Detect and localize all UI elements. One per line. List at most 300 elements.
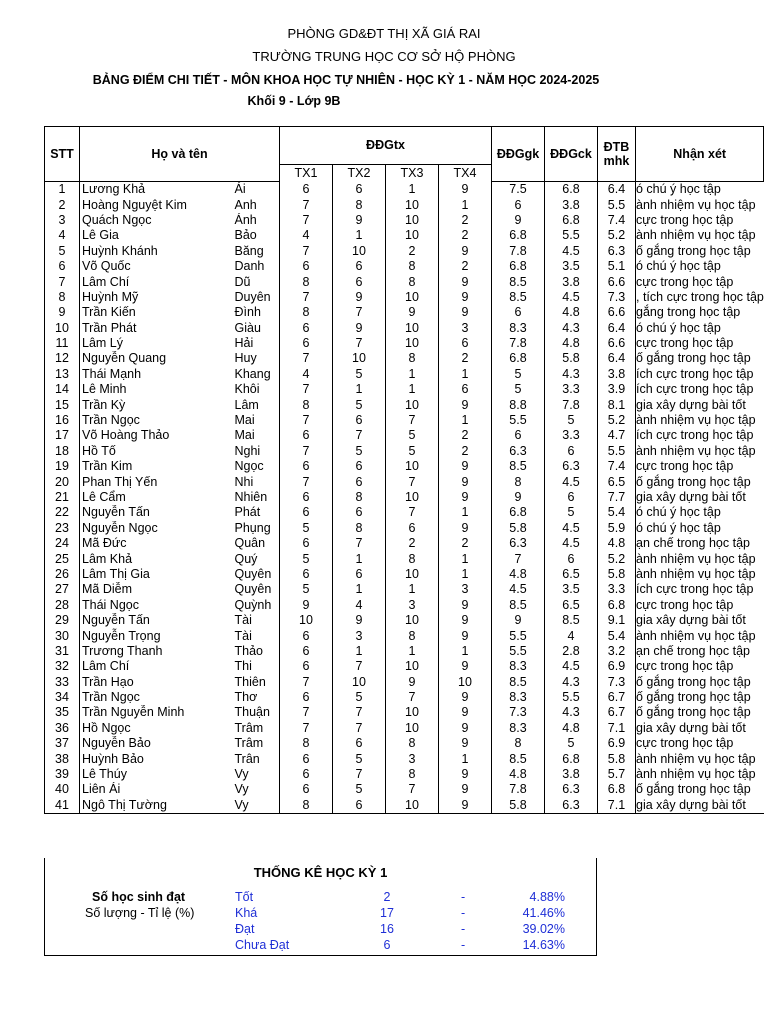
tx3-score: 10 bbox=[386, 798, 439, 814]
tx1-score: 7 bbox=[280, 474, 333, 489]
tx3-score: 8 bbox=[386, 736, 439, 751]
tx2-score: 7 bbox=[333, 705, 386, 720]
table-row bbox=[45, 798, 764, 814]
average-score: 7.3 bbox=[598, 675, 636, 690]
midterm-score: 7.3 bbox=[492, 705, 545, 720]
stats-title: THỐNG KÊ HỌC KỲ 1 bbox=[253, 865, 388, 880]
student-first-name: Phan Thị Yến bbox=[80, 474, 233, 489]
tx2-score: 5 bbox=[333, 751, 386, 766]
tx2-score: 6 bbox=[333, 259, 386, 274]
teacher-comment: ành nhiệm vụ học tập bbox=[636, 444, 764, 459]
stt-cell: 25 bbox=[45, 551, 80, 566]
average-score: 9.1 bbox=[598, 613, 636, 628]
average-score: 5.2 bbox=[598, 413, 636, 428]
midterm-score: 5.5 bbox=[492, 644, 545, 659]
stt-cell: 23 bbox=[45, 521, 80, 536]
table-row bbox=[45, 644, 764, 659]
student-first-name: Trần Kim bbox=[80, 459, 233, 474]
tx2-score: 8 bbox=[333, 490, 386, 505]
midterm-score: 8 bbox=[492, 736, 545, 751]
average-score: 7.1 bbox=[598, 798, 636, 814]
student-given-name: Tài bbox=[233, 628, 280, 643]
tx2-score: 9 bbox=[333, 213, 386, 228]
average-score: 8.1 bbox=[598, 397, 636, 412]
header-ddgck: ĐĐGck bbox=[545, 127, 598, 182]
tx4-score: 9 bbox=[439, 598, 492, 613]
midterm-score: 4.5 bbox=[492, 582, 545, 597]
stt-cell: 17 bbox=[45, 428, 80, 443]
midterm-score: 8.5 bbox=[492, 598, 545, 613]
tx3-score: 5 bbox=[386, 444, 439, 459]
stt-cell: 34 bbox=[45, 690, 80, 705]
stats-label-achieved: Số học sinh đạt bbox=[92, 890, 186, 904]
stats-percent: 4.88% bbox=[529, 890, 565, 904]
table-row bbox=[45, 628, 764, 643]
stt-cell: 19 bbox=[45, 459, 80, 474]
teacher-comment: cực trong học tập bbox=[636, 213, 764, 228]
tx2-score: 10 bbox=[333, 351, 386, 366]
midterm-score: 5 bbox=[492, 367, 545, 382]
tx1-score: 6 bbox=[280, 259, 333, 274]
tx2-score: 6 bbox=[333, 413, 386, 428]
tx4-score: 1 bbox=[439, 197, 492, 212]
midterm-score: 7 bbox=[492, 551, 545, 566]
header-ddggk: ĐĐGgk bbox=[492, 127, 545, 182]
tx1-score: 7 bbox=[280, 197, 333, 212]
tx2-score: 3 bbox=[333, 628, 386, 643]
tx3-score: 7 bbox=[386, 474, 439, 489]
teacher-comment: ích cực trong học tập bbox=[636, 382, 764, 397]
midterm-score: 6.8 bbox=[492, 228, 545, 243]
tx1-score: 6 bbox=[280, 567, 333, 582]
stats-count: 6 bbox=[383, 938, 391, 952]
tx4-score: 1 bbox=[439, 505, 492, 520]
teacher-comment: gia xây dựng bài tốt bbox=[636, 397, 764, 412]
student-given-name: Trâm bbox=[233, 736, 280, 751]
student-given-name: Giàu bbox=[233, 321, 280, 336]
teacher-comment: ành nhiệm vụ học tập bbox=[636, 751, 764, 766]
teacher-comment: ành nhiệm vụ học tập bbox=[636, 551, 764, 566]
table-row bbox=[45, 567, 764, 582]
midterm-score: 8.3 bbox=[492, 321, 545, 336]
tx1-score: 8 bbox=[280, 305, 333, 320]
tx2-score: 6 bbox=[333, 459, 386, 474]
tx3-score: 3 bbox=[386, 751, 439, 766]
header-note: Nhận xét bbox=[636, 127, 764, 182]
average-score: 6.6 bbox=[598, 336, 636, 351]
table-row bbox=[45, 490, 764, 505]
tx1-score: 5 bbox=[280, 582, 333, 597]
tx2-score: 5 bbox=[333, 690, 386, 705]
midterm-score: 6.8 bbox=[492, 351, 545, 366]
tx3-score: 10 bbox=[386, 290, 439, 305]
final-score: 6.8 bbox=[545, 213, 598, 228]
student-first-name: Huỳnh Bảo bbox=[80, 751, 233, 766]
department-title: PHÒNG GD&ĐT THỊ XÃ GIÁ RAI bbox=[287, 26, 481, 41]
tx4-score: 6 bbox=[439, 336, 492, 351]
stats-dash: - bbox=[461, 906, 466, 920]
tx2-score: 6 bbox=[333, 798, 386, 814]
student-given-name: Hải bbox=[233, 336, 280, 351]
tx3-score: 10 bbox=[386, 321, 439, 336]
student-given-name: Nhiên bbox=[233, 490, 280, 505]
table-row bbox=[45, 505, 764, 520]
student-first-name: Lê Gia bbox=[80, 228, 233, 243]
tx3-score: 10 bbox=[386, 197, 439, 212]
final-score: 4.5 bbox=[545, 474, 598, 489]
average-score: 7.1 bbox=[598, 721, 636, 736]
stt-cell: 2 bbox=[45, 197, 80, 212]
tx3-score: 10 bbox=[386, 659, 439, 674]
final-score: 4.3 bbox=[545, 321, 598, 336]
teacher-comment: ích cực trong học tập bbox=[636, 428, 764, 443]
tx4-score: 9 bbox=[439, 397, 492, 412]
final-score: 6.3 bbox=[545, 798, 598, 814]
tx1-score: 6 bbox=[280, 536, 333, 551]
student-given-name: Ngọc bbox=[233, 459, 280, 474]
student-given-name: Băng bbox=[233, 244, 280, 259]
student-first-name: Nguyễn Trọng bbox=[80, 628, 233, 643]
stt-cell: 1 bbox=[45, 182, 80, 198]
stats-percent: 41.46% bbox=[522, 906, 565, 920]
tx2-score: 7 bbox=[333, 428, 386, 443]
tx3-score: 9 bbox=[386, 675, 439, 690]
stt-cell: 5 bbox=[45, 244, 80, 259]
stt-cell: 32 bbox=[45, 659, 80, 674]
midterm-score: 6.8 bbox=[492, 259, 545, 274]
tx3-score: 7 bbox=[386, 690, 439, 705]
student-first-name: Trần Kiến bbox=[80, 305, 233, 320]
teacher-comment: ó chú ý học tập bbox=[636, 521, 764, 536]
table-row bbox=[45, 659, 764, 674]
tx3-score: 7 bbox=[386, 413, 439, 428]
tx1-score: 7 bbox=[280, 721, 333, 736]
tx4-score: 9 bbox=[439, 474, 492, 489]
tx4-score: 1 bbox=[439, 367, 492, 382]
teacher-comment: ành nhiệm vụ học tập bbox=[636, 197, 764, 212]
final-score: 6.8 bbox=[545, 751, 598, 766]
teacher-comment: ố gắng trong học tập bbox=[636, 782, 764, 797]
report-title: BẢNG ĐIỂM CHI TIẾT - MÔN KHOA HỌC TỰ NHIÊN - HỌC KỲ 1 - NĂM HỌC 2024-2025 bbox=[92, 73, 600, 87]
stt-cell: 13 bbox=[45, 367, 80, 382]
tx3-score: 6 bbox=[386, 521, 439, 536]
student-given-name: Duyên bbox=[233, 290, 280, 305]
final-score: 6 bbox=[545, 444, 598, 459]
midterm-score: 5 bbox=[492, 382, 545, 397]
midterm-score: 8.3 bbox=[492, 721, 545, 736]
table-row bbox=[45, 551, 764, 566]
stt-cell: 4 bbox=[45, 228, 80, 243]
average-score: 5.4 bbox=[598, 505, 636, 520]
table-row bbox=[45, 690, 764, 705]
midterm-score: 6 bbox=[492, 305, 545, 320]
tx3-score: 1 bbox=[386, 367, 439, 382]
average-score: 6.4 bbox=[598, 182, 636, 198]
student-given-name: Thiên bbox=[233, 675, 280, 690]
student-first-name: Lê Cẩm bbox=[80, 490, 233, 505]
midterm-score: 8.5 bbox=[492, 751, 545, 766]
table-row bbox=[45, 582, 764, 597]
tx3-score: 10 bbox=[386, 567, 439, 582]
table-row bbox=[45, 351, 764, 366]
stats-dash: - bbox=[461, 922, 466, 936]
teacher-comment: gia xây dựng bài tốt bbox=[636, 490, 764, 505]
stats-level: Đạt bbox=[235, 922, 255, 936]
teacher-comment: ố gắng trong học tập bbox=[636, 705, 764, 720]
teacher-comment: cực trong học tập bbox=[636, 459, 764, 474]
table-row bbox=[45, 428, 764, 443]
midterm-score: 5.5 bbox=[492, 413, 545, 428]
stt-cell: 28 bbox=[45, 598, 80, 613]
final-score: 4.5 bbox=[545, 521, 598, 536]
student-first-name: Lâm Chí bbox=[80, 274, 233, 289]
final-score: 4.8 bbox=[545, 305, 598, 320]
stats-section bbox=[44, 858, 597, 956]
final-score: 4.8 bbox=[545, 336, 598, 351]
stt-cell: 36 bbox=[45, 721, 80, 736]
tx1-score: 6 bbox=[280, 505, 333, 520]
midterm-score: 9 bbox=[492, 613, 545, 628]
table-row bbox=[45, 474, 764, 489]
student-given-name: Anh bbox=[233, 197, 280, 212]
tx4-score: 2 bbox=[439, 228, 492, 243]
student-first-name: Trần Phát bbox=[80, 321, 233, 336]
tx2-score: 5 bbox=[333, 397, 386, 412]
tx1-score: 4 bbox=[280, 228, 333, 243]
tx1-score: 8 bbox=[280, 798, 333, 814]
student-first-name: Mã Đức bbox=[80, 536, 233, 551]
header-tx1: TX1 bbox=[280, 165, 333, 182]
student-given-name: Quyên bbox=[233, 567, 280, 582]
tx1-score: 6 bbox=[280, 459, 333, 474]
tx4-score: 9 bbox=[439, 490, 492, 505]
tx4-score: 9 bbox=[439, 659, 492, 674]
tx1-score: 8 bbox=[280, 397, 333, 412]
grade-body bbox=[45, 182, 764, 814]
midterm-score: 7.8 bbox=[492, 336, 545, 351]
average-score: 6.8 bbox=[598, 598, 636, 613]
stt-cell: 37 bbox=[45, 736, 80, 751]
final-score: 3.5 bbox=[545, 582, 598, 597]
table-row bbox=[45, 444, 764, 459]
stt-cell: 39 bbox=[45, 767, 80, 782]
stats-count: 17 bbox=[380, 906, 394, 920]
student-given-name: Dũ bbox=[233, 274, 280, 289]
teacher-comment: ó chú ý học tập bbox=[636, 182, 764, 198]
student-first-name: Quách Ngọc bbox=[80, 213, 233, 228]
tx1-score: 5 bbox=[280, 551, 333, 566]
teacher-comment: ành nhiệm vụ học tập bbox=[636, 767, 764, 782]
student-given-name: Thơ bbox=[233, 690, 280, 705]
teacher-comment: ạn chế trong học tập bbox=[636, 644, 764, 659]
average-score: 7.3 bbox=[598, 290, 636, 305]
tx4-score: 9 bbox=[439, 721, 492, 736]
tx1-score: 8 bbox=[280, 736, 333, 751]
midterm-score: 9 bbox=[492, 213, 545, 228]
final-score: 8.5 bbox=[545, 613, 598, 628]
stt-cell: 21 bbox=[45, 490, 80, 505]
student-first-name: Trần Nguyễn Minh bbox=[80, 705, 233, 720]
tx2-score: 6 bbox=[333, 182, 386, 198]
tx4-score: 3 bbox=[439, 582, 492, 597]
tx1-score: 6 bbox=[280, 644, 333, 659]
tx2-score: 1 bbox=[333, 382, 386, 397]
stats-count: 2 bbox=[383, 890, 391, 904]
final-score: 6.3 bbox=[545, 782, 598, 797]
student-first-name: Trần Kỳ bbox=[80, 397, 233, 412]
student-first-name: Võ Quốc bbox=[80, 259, 233, 274]
final-score: 3.8 bbox=[545, 197, 598, 212]
tx1-score: 7 bbox=[280, 675, 333, 690]
student-given-name: Đình bbox=[233, 305, 280, 320]
tx1-score: 6 bbox=[280, 321, 333, 336]
student-given-name: Quyên bbox=[233, 582, 280, 597]
tx1-score: 6 bbox=[280, 767, 333, 782]
teacher-comment: ố gắng trong học tập bbox=[636, 474, 764, 489]
tx3-score: 1 bbox=[386, 182, 439, 198]
stt-cell: 7 bbox=[45, 274, 80, 289]
header-dtb bbox=[598, 127, 636, 182]
tx4-score: 1 bbox=[439, 567, 492, 582]
table-row bbox=[45, 367, 764, 382]
final-score: 6.3 bbox=[545, 459, 598, 474]
tx1-score: 6 bbox=[280, 182, 333, 198]
tx2-score: 7 bbox=[333, 721, 386, 736]
header-name: Họ và tên bbox=[80, 127, 280, 182]
teacher-comment: ố gắng trong học tập bbox=[636, 690, 764, 705]
tx3-score: 10 bbox=[386, 213, 439, 228]
table-row bbox=[45, 598, 764, 613]
midterm-score: 4.8 bbox=[492, 567, 545, 582]
student-given-name: Thi bbox=[233, 659, 280, 674]
average-score: 6.6 bbox=[598, 305, 636, 320]
final-score: 5.8 bbox=[545, 351, 598, 366]
stt-cell: 12 bbox=[45, 351, 80, 366]
header-dtb-line1: ĐTB bbox=[603, 140, 630, 154]
tx4-score: 2 bbox=[439, 213, 492, 228]
tx2-score: 6 bbox=[333, 736, 386, 751]
final-score: 5.5 bbox=[545, 228, 598, 243]
table-row bbox=[45, 182, 764, 198]
tx4-score: 9 bbox=[439, 628, 492, 643]
final-score: 6.8 bbox=[545, 182, 598, 198]
average-score: 5.8 bbox=[598, 567, 636, 582]
tx2-score: 10 bbox=[333, 244, 386, 259]
tx2-score: 6 bbox=[333, 274, 386, 289]
student-given-name: Khôi bbox=[233, 382, 280, 397]
tx2-score: 7 bbox=[333, 767, 386, 782]
tx1-score: 7 bbox=[280, 413, 333, 428]
midterm-score: 8.5 bbox=[492, 274, 545, 289]
student-given-name: Mai bbox=[233, 413, 280, 428]
midterm-score: 5.8 bbox=[492, 798, 545, 814]
tx2-score: 7 bbox=[333, 536, 386, 551]
tx1-score: 6 bbox=[280, 428, 333, 443]
average-score: 6.6 bbox=[598, 274, 636, 289]
student-first-name: Lê Minh bbox=[80, 382, 233, 397]
tx4-score: 3 bbox=[439, 321, 492, 336]
stt-cell: 29 bbox=[45, 613, 80, 628]
stt-cell: 16 bbox=[45, 413, 80, 428]
tx3-score: 10 bbox=[386, 336, 439, 351]
tx4-score: 9 bbox=[439, 705, 492, 720]
stt-cell: 26 bbox=[45, 567, 80, 582]
tx4-score: 2 bbox=[439, 259, 492, 274]
stt-cell: 14 bbox=[45, 382, 80, 397]
midterm-score: 8.5 bbox=[492, 675, 545, 690]
average-score: 6.7 bbox=[598, 705, 636, 720]
midterm-score: 6.3 bbox=[492, 536, 545, 551]
stats-level: Tốt bbox=[235, 890, 254, 904]
tx4-score: 1 bbox=[439, 551, 492, 566]
student-first-name: Trương Thanh bbox=[80, 644, 233, 659]
student-given-name: Quý bbox=[233, 551, 280, 566]
tx2-score: 5 bbox=[333, 367, 386, 382]
tx3-score: 9 bbox=[386, 305, 439, 320]
midterm-score: 5.8 bbox=[492, 521, 545, 536]
teacher-comment: ích cực trong học tập bbox=[636, 367, 764, 382]
average-score: 3.2 bbox=[598, 644, 636, 659]
stt-cell: 41 bbox=[45, 798, 80, 814]
student-first-name: Lê Thúy bbox=[80, 767, 233, 782]
average-score: 6.8 bbox=[598, 782, 636, 797]
tx2-score: 9 bbox=[333, 321, 386, 336]
tx1-score: 7 bbox=[280, 290, 333, 305]
tx2-score: 7 bbox=[333, 305, 386, 320]
stt-cell: 20 bbox=[45, 474, 80, 489]
student-given-name: Quân bbox=[233, 536, 280, 551]
stats-dash: - bbox=[461, 938, 466, 952]
final-score: 4.5 bbox=[545, 290, 598, 305]
midterm-score: 4.8 bbox=[492, 767, 545, 782]
student-given-name: Danh bbox=[233, 259, 280, 274]
stt-cell: 11 bbox=[45, 336, 80, 351]
midterm-score: 5.5 bbox=[492, 628, 545, 643]
final-score: 5 bbox=[545, 505, 598, 520]
stt-cell: 6 bbox=[45, 259, 80, 274]
header-dtb-line2: mhk bbox=[603, 154, 630, 168]
stt-cell: 22 bbox=[45, 505, 80, 520]
stats-percent: 14.63% bbox=[522, 938, 565, 952]
tx4-score: 9 bbox=[439, 798, 492, 814]
average-score: 7.4 bbox=[598, 213, 636, 228]
final-score: 4.8 bbox=[545, 721, 598, 736]
teacher-comment: ành nhiệm vụ học tập bbox=[636, 628, 764, 643]
midterm-score: 8.3 bbox=[492, 690, 545, 705]
teacher-comment: ố gắng trong học tập bbox=[636, 675, 764, 690]
stats-level: Khá bbox=[235, 906, 258, 920]
final-score: 4.3 bbox=[545, 675, 598, 690]
final-score: 6.5 bbox=[545, 567, 598, 582]
tx4-score: 1 bbox=[439, 751, 492, 766]
midterm-score: 6 bbox=[492, 197, 545, 212]
table-row bbox=[45, 459, 764, 474]
final-score: 6.5 bbox=[545, 598, 598, 613]
student-first-name: Liên Ái bbox=[80, 782, 233, 797]
student-first-name: Nguyễn Quang bbox=[80, 351, 233, 366]
table-row bbox=[45, 213, 764, 228]
student-first-name: Lâm Chí bbox=[80, 659, 233, 674]
tx3-score: 8 bbox=[386, 551, 439, 566]
student-given-name: Trân bbox=[233, 751, 280, 766]
student-first-name: Trần Ngọc bbox=[80, 413, 233, 428]
final-score: 4 bbox=[545, 628, 598, 643]
table-row bbox=[45, 305, 764, 320]
teacher-comment: ó chú ý học tập bbox=[636, 321, 764, 336]
midterm-score: 6 bbox=[492, 428, 545, 443]
teacher-comment: , tích cực trong học tập bbox=[636, 289, 764, 304]
stt-cell: 40 bbox=[45, 782, 80, 797]
